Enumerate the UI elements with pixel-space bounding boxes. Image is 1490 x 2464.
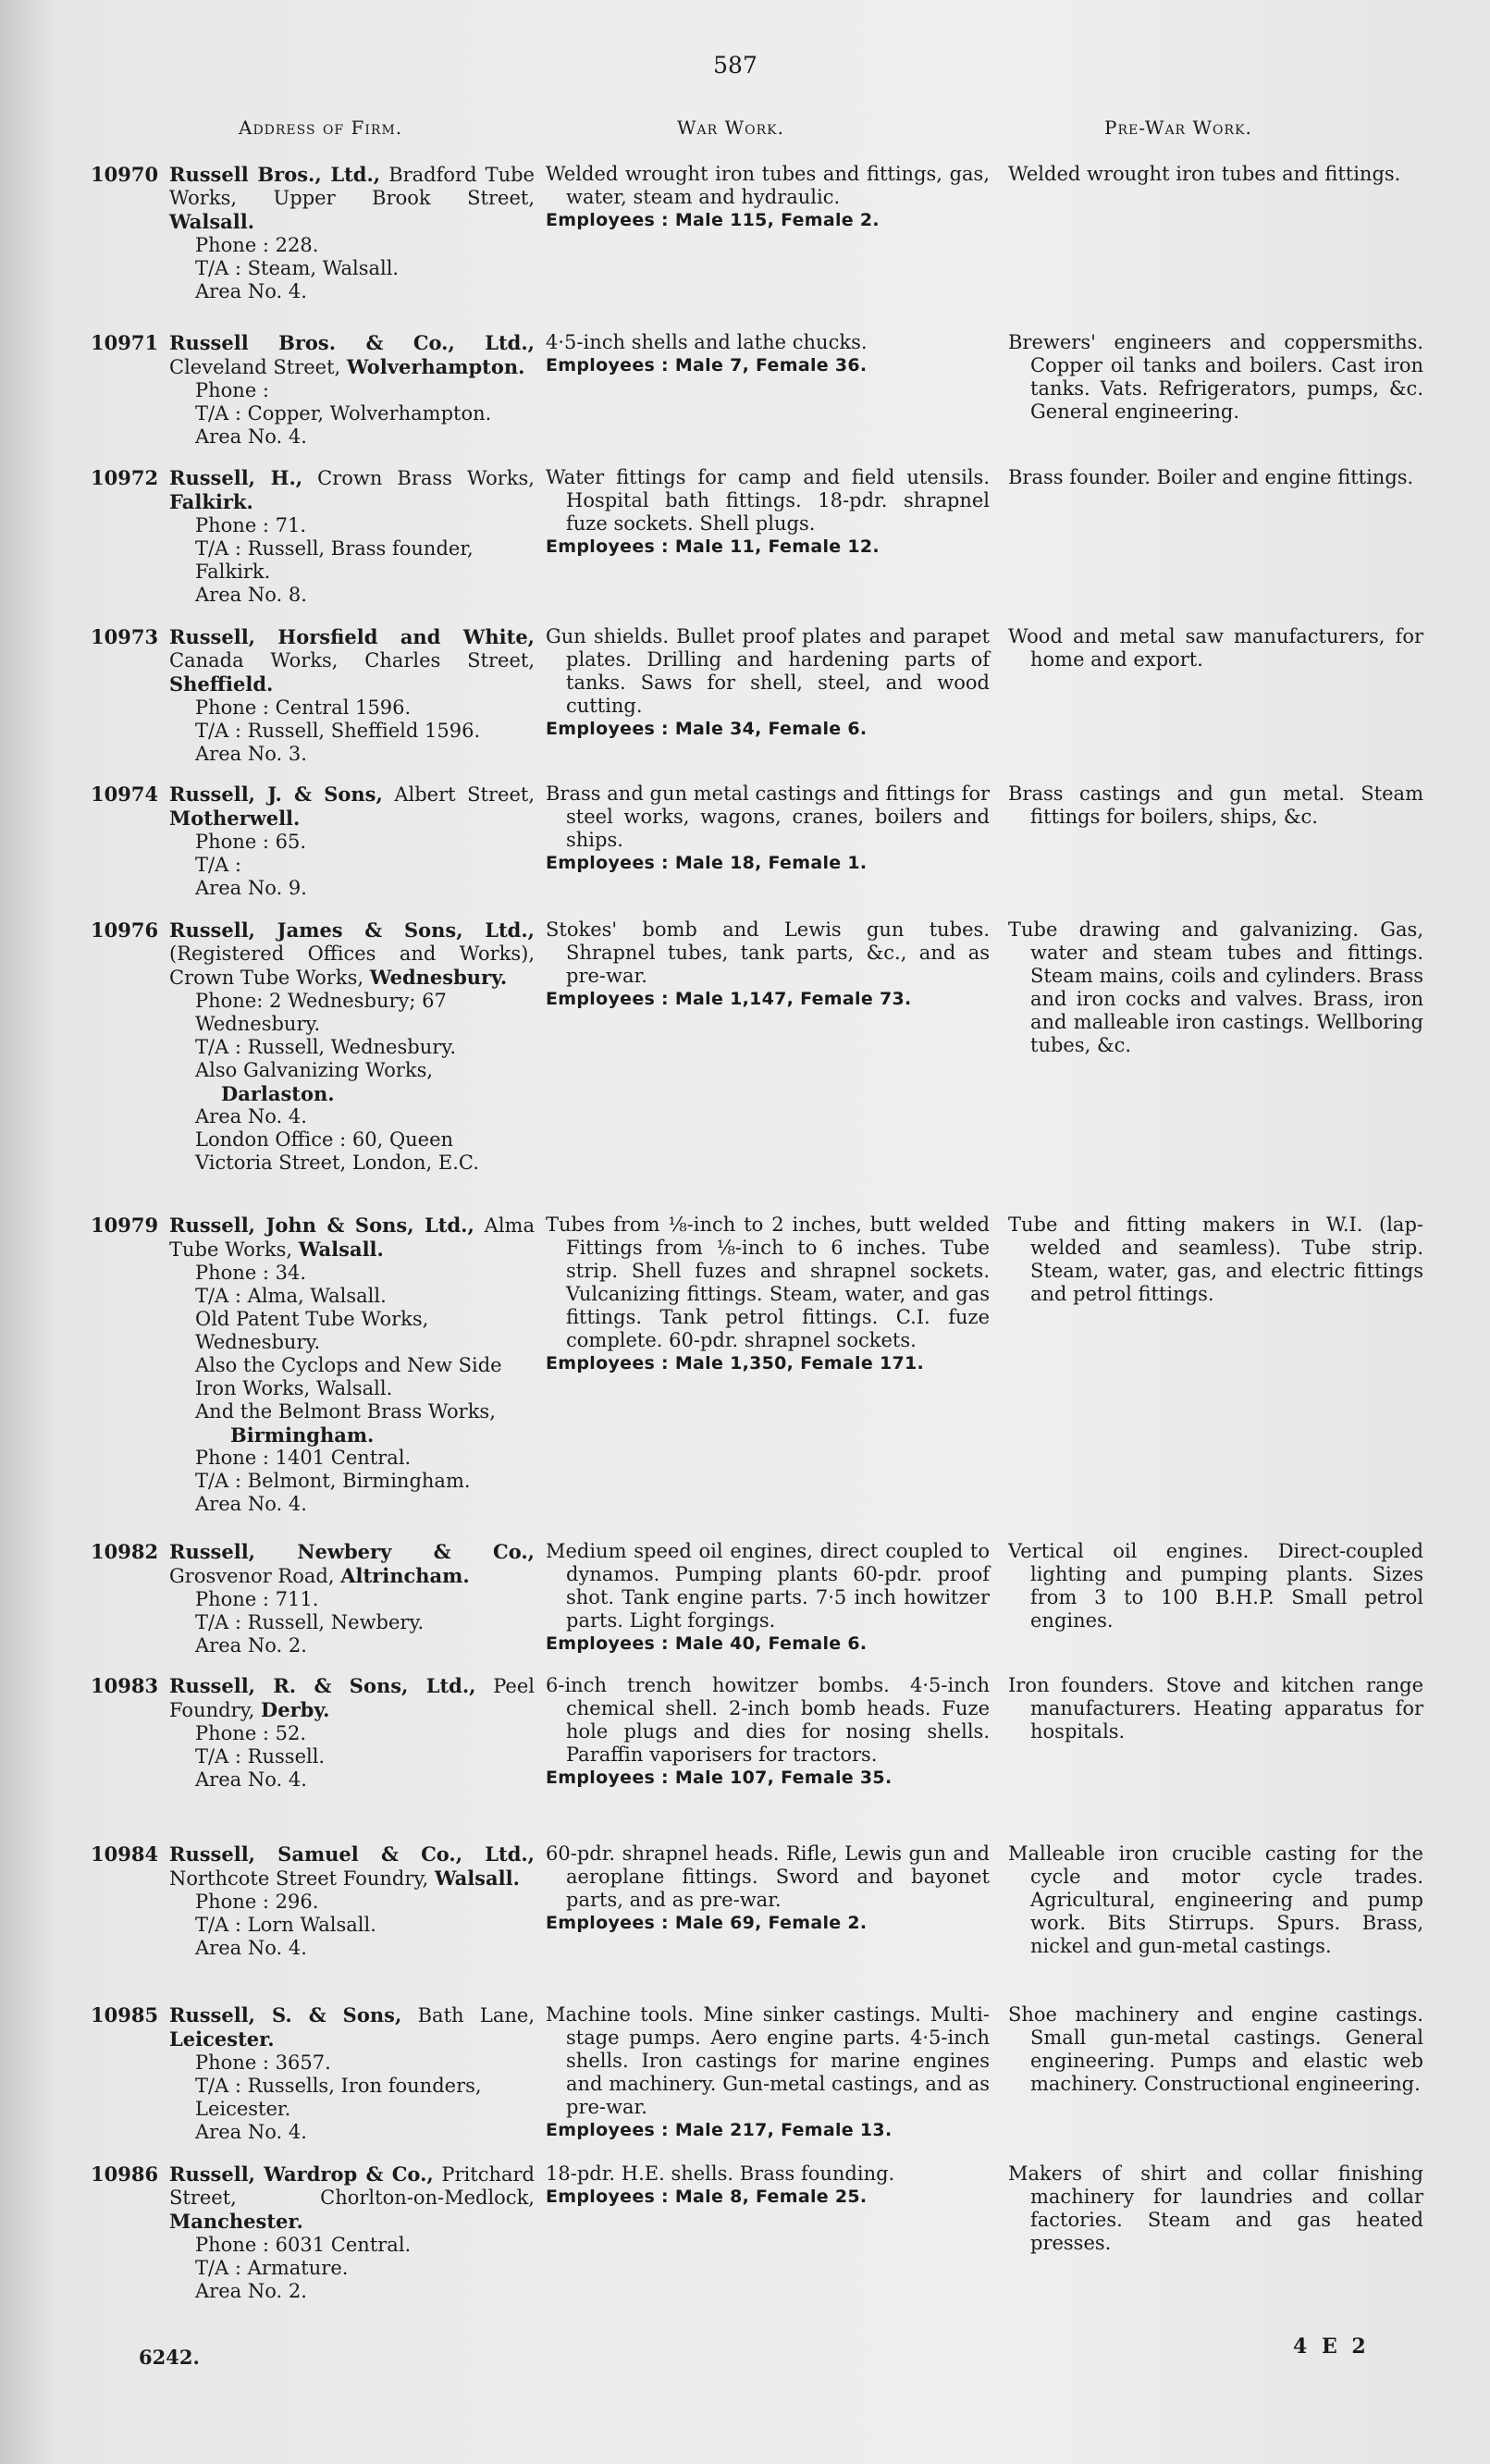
address-line: Area No. 8.	[195, 584, 307, 606]
firm-address-block	[169, 918, 535, 1175]
address-line: T/A : Russell, Newbery.	[195, 1611, 425, 1633]
address-line: Area No. 2.	[195, 1634, 307, 1657]
firm-street: Canada Works, Charles Street,	[169, 649, 535, 671]
pre-war-work-text: Makers of shirt and collar finishing machinery for laundries and collar factories. Steam and gas heated presses.	[1008, 2162, 1423, 2254]
war-work-block	[546, 466, 990, 559]
pre-war-work-text: Malleable iron crucible casting for the cycle and motor cycle trades. Agricultural, engineering and pump work. Bits Stirrups. Spurs. Brass, nickel and gun-metal castings.	[1008, 1842, 1423, 1957]
firm-name: Russell, Newbery & Co.,	[169, 1540, 535, 1563]
address-line: Area No. 9.	[195, 877, 307, 899]
address-line: Old Patent Tube Works, Wednesbury.	[195, 1308, 429, 1353]
entry-number: 10982	[91, 1540, 159, 1563]
firm-city: Wednesbury.	[369, 966, 508, 989]
war-work-block	[546, 2003, 990, 2142]
employees-count: Employees : Male 34, Female 6.	[546, 719, 868, 739]
war-work-column-header: War Work.	[677, 117, 784, 139]
entry-number: 10974	[91, 782, 159, 806]
employees-count: Employees : Male 40, Female 6.	[546, 1633, 868, 1654]
war-work-block	[546, 163, 990, 232]
war-work-block	[546, 1540, 990, 1656]
firm-address-block	[169, 1842, 535, 1960]
firm-address-block	[169, 1540, 535, 1657]
entry-number: 10984	[91, 1842, 159, 1866]
address-column-header: Address of Firm.	[239, 117, 403, 139]
firm-name: Russell, John & Sons, Ltd.,	[169, 1214, 474, 1237]
address-line: T/A : Armature.	[195, 2257, 349, 2279]
war-work-block	[546, 625, 990, 741]
address-line: Phone : 1401 Central.	[195, 1447, 412, 1469]
firm-city: Sheffield.	[169, 672, 274, 696]
war-work-block	[546, 1674, 990, 1790]
firm-street: Cleveland Street,	[169, 356, 341, 378]
address-line: Also Galvanizing Works,	[195, 1059, 434, 1081]
address-line: Phone: 2 Wednesbury; 67 Wednesbury.	[195, 990, 447, 1035]
firm-address-block	[169, 2162, 535, 2303]
address-line: Area No. 4.	[195, 1493, 307, 1515]
address-line: Area No. 4.	[195, 280, 307, 302]
pre-war-work-text: Iron founders. Stove and kitchen range manufacturers. Heating apparatus for hospitals.	[1008, 1674, 1423, 1743]
war-work-text: 6-inch trench howitzer bombs. 4·5-inch chemical shell. 2-inch bomb heads. Fuze hole plugs and dies for nosing shells. Paraffin vaporisers for tractors.	[546, 1674, 990, 1766]
address-line: Area No. 4.	[195, 1937, 307, 1959]
firm-street: Northcote Street Foundry,	[169, 1867, 429, 1890]
address-line: London Office : 60, Queen Victoria Street, London, E.C.	[195, 1128, 479, 1174]
address-line: Area No. 4.	[195, 425, 307, 448]
firm-address-block	[169, 163, 535, 303]
pre-war-work-column-header: Pre-War Work.	[1104, 117, 1252, 139]
war-work-block	[546, 1214, 990, 1375]
firm-address-block	[169, 625, 535, 766]
address-line: Phone : 6031 Central.	[195, 2234, 412, 2256]
address-line: T/A : Belmont, Birmingham.	[195, 1470, 471, 1492]
war-work-block	[546, 1842, 990, 1935]
war-work-block	[546, 918, 990, 1011]
address-line: T/A : Russell, Sheffield 1596.	[195, 720, 481, 742]
firm-name: Russell, R. & Sons, Ltd.,	[169, 1674, 476, 1697]
address-line: Area No. 4.	[195, 2121, 307, 2143]
entry-number: 10973	[91, 625, 159, 648]
firm-name: Russell, Wardrop & Co.,	[169, 2162, 434, 2186]
entry-number: 10986	[91, 2162, 159, 2186]
war-work-text: 18-pdr. H.E. shells. Brass founding.	[546, 2162, 895, 2185]
address-line: Phone : 34.	[195, 1262, 307, 1284]
firm-address-block	[169, 331, 535, 449]
address-line: Darlaston.	[221, 1082, 335, 1105]
pre-war-work-text: Welded wrought iron tubes and fittings.	[1008, 163, 1401, 185]
printer-number: 6242.	[139, 2346, 200, 2369]
firm-name: Russell, Horsfield and White,	[169, 625, 535, 648]
firm-address-block	[169, 1674, 535, 1792]
firm-address-block	[169, 1214, 535, 1516]
firm-street: Grosvenor Road,	[169, 1565, 335, 1587]
war-work-text: Water fittings for camp and field utensils. Hospital bath fittings. 18-pdr. shrapnel fuze sockets. Shell plugs.	[546, 466, 990, 535]
entry-number: 10979	[91, 1214, 159, 1237]
address-line: And the Belmont Brass Works,	[195, 1400, 496, 1423]
firm-city: Derby.	[261, 1698, 330, 1721]
war-work-text: 60-pdr. shrapnel heads. Rifle, Lewis gun and aeroplane fittings. Sword and bayonet parts, and as pre-war.	[546, 1842, 990, 1911]
firm-city: Walsall.	[298, 1238, 384, 1261]
employees-count: Employees : Male 7, Female 36.	[546, 355, 868, 376]
war-work-text: Machine tools. Mine sinker castings. Multi-stage pumps. Aero engine parts. 4·5-inch shells. Iron castings for marine engines and machinery. Gun-metal castings, and as pre-war.	[546, 2003, 990, 2118]
entry-number: 10972	[91, 466, 159, 489]
employees-count: Employees : Male 18, Female 1.	[546, 853, 868, 873]
firm-street: Pritchard Street, Chorlton-on-Medlock,	[169, 2163, 535, 2209]
address-line: T/A : Russells, Iron founders, Leicester.	[195, 2075, 482, 2120]
employees-count: Employees : Male 1,147, Female 73.	[546, 989, 912, 1009]
pre-war-work-text: Wood and metal saw manufacturers, for home and export.	[1008, 625, 1423, 671]
pre-war-work-text: Tube and fitting makers in W.I. (lap-welded and seamless). Tube strip. Steam, water, gas, and electric fittings and petrol fittings.	[1008, 1214, 1423, 1305]
firm-city: Walsall.	[169, 210, 255, 233]
war-work-text: 4·5-inch shells and lathe chucks.	[546, 331, 868, 353]
pre-war-work-text: Brewers' engineers and coppersmiths. Copper oil tanks and boilers. Cast iron tanks. Vats. Refrigerators, pumps, &c. General engineering.	[1008, 331, 1423, 423]
employees-count: Employees : Male 69, Female 2.	[546, 1913, 868, 1933]
firm-street: Alma Tube Works,	[169, 1214, 535, 1261]
firm-name: Russell Bros. & Co., Ltd.,	[169, 331, 535, 354]
address-line: T/A : Steam, Walsall.	[195, 257, 400, 279]
firm-name: Russell Bros., Ltd.,	[169, 163, 381, 186]
address-line: T/A : Copper, Wolverhampton.	[195, 402, 492, 425]
employees-count: Employees : Male 11, Female 12.	[546, 536, 880, 557]
war-work-text: Tubes from ⅛-inch to 2 inches, butt welded Fittings from ⅛-inch to 6 inches. Tube strip. Shell fuzes and shrapnel sockets. Vulcanizing fittings. Steam, water, and gas fittings. Tank petrol fittings. C.I. fuze complete. 60-pdr. shrapnel sockets.	[546, 1214, 990, 1351]
employees-count: Employees : Male 115, Female 2.	[546, 210, 880, 230]
firm-address-block	[169, 782, 535, 900]
address-line: Phone : 65.	[195, 831, 307, 853]
address-line: Phone : 71.	[195, 514, 307, 536]
firm-address-block	[169, 466, 535, 607]
pre-war-work-text: Brass castings and gun metal. Steam fittings for boilers, ships, &c.	[1008, 782, 1423, 828]
firm-name: Russell, James & Sons, Ltd.,	[169, 918, 535, 942]
firm-street: Crown Brass Works,	[317, 467, 535, 489]
address-line: Phone : 3657.	[195, 2051, 331, 2074]
war-work-text: Gun shields. Bullet proof plates and parapet plates. Drilling and hardening parts of tanks. Saws for shell, steel, and wood cutting.	[546, 625, 990, 717]
firm-city: Manchester.	[169, 2210, 303, 2233]
employees-count: Employees : Male 1,350, Female 171.	[546, 1353, 925, 1374]
firm-city: Altrincham.	[340, 1564, 470, 1587]
entry-number: 10976	[91, 918, 159, 942]
entry-number: 10985	[91, 2003, 159, 2027]
address-line: T/A :	[195, 854, 241, 876]
war-work-block	[546, 331, 990, 377]
firm-street: Peel Foundry,	[169, 1675, 535, 1721]
war-work-text: Stokes' bomb and Lewis gun tubes. Shrapnel tubes, tank parts, &c., and as pre-war.	[546, 918, 990, 987]
address-line: T/A : Russell, Brass founder, Falkirk.	[195, 537, 474, 583]
firm-street: (Registered Offices and Works), Crown Tube Works,	[169, 942, 535, 989]
pre-war-work-text: Shoe machinery and engine castings. Small gun-metal castings. General engineering. Pumps and elastic web machinery. Constructional engineering.	[1008, 2003, 1423, 2095]
employees-count: Employees : Male 217, Female 13.	[546, 2120, 893, 2140]
signature-mark: 4 E 2	[1293, 2335, 1370, 2359]
firm-name: Russell, J. & Sons,	[169, 782, 383, 806]
address-line: Phone : 228.	[195, 234, 319, 256]
entry-number: 10970	[91, 163, 159, 186]
firm-street: Bradford Tube Works, Upper Brook Street,	[169, 164, 535, 209]
firm-name: Russell, H.,	[169, 466, 303, 489]
war-work-text: Brass and gun metal castings and fittings for steel works, wagons, cranes, boilers and ships.	[546, 782, 990, 851]
war-work-block	[546, 782, 990, 875]
address-line: T/A : Russell, Wednesbury.	[195, 1036, 457, 1058]
page-number: 587	[713, 52, 757, 79]
war-work-text: Welded wrought iron tubes and fittings, gas, water, steam and hydraulic.	[546, 163, 990, 208]
address-line: Area No. 3.	[195, 743, 307, 765]
firm-city: Falkirk.	[169, 490, 253, 513]
firm-name: Russell, Samuel & Co., Ltd.,	[169, 1842, 535, 1866]
firm-city: Motherwell.	[169, 807, 301, 830]
address-line: T/A : Alma, Walsall.	[195, 1285, 387, 1307]
address-line: Phone : 711.	[195, 1588, 319, 1610]
address-line: Phone : Central 1596.	[195, 696, 412, 719]
firm-city: Wolverhampton.	[346, 355, 525, 378]
war-work-block	[546, 2162, 990, 2209]
entry-number: 10971	[91, 331, 159, 354]
pre-war-work-text: Vertical oil engines. Direct-coupled lighting and pumping plants. Sizes from 3 to 100 B.H.P. Small petrol engines.	[1008, 1540, 1423, 1632]
firm-name: Russell, S. & Sons,	[169, 2003, 402, 2027]
employees-count: Employees : Male 8, Female 25.	[546, 2187, 868, 2207]
entry-number: 10983	[91, 1674, 159, 1697]
address-line: Phone : 296.	[195, 1891, 319, 1913]
firm-street: Albert Street,	[394, 783, 535, 806]
address-line: T/A : Lorn Walsall.	[195, 1914, 376, 1936]
employees-count: Employees : Male 107, Female 35.	[546, 1768, 893, 1788]
pre-war-work-text: Brass founder. Boiler and engine fittings.	[1008, 466, 1414, 488]
war-work-text: Medium speed oil engines, direct coupled to dynamos. Pumping plants 60-pdr. proof shot. Tank engine parts. 7·5 inch howitzer parts. Light forgings.	[546, 1540, 990, 1632]
pre-war-work-text: Tube drawing and galvanizing. Gas, water and steam tubes and fittings. Steam mains, coils and cylinders. Brass and iron cocks and valves. Brass, iron and malleable iron castings. Wellboring tubes, &c.	[1008, 918, 1423, 1056]
firm-street: Bath Lane,	[417, 2004, 535, 2027]
address-line: Phone : 52.	[195, 1722, 307, 1744]
address-line: Area No. 2.	[195, 2280, 307, 2302]
address-line: Phone :	[195, 379, 270, 401]
firm-address-block	[169, 2003, 535, 2144]
address-line: Birmingham.	[230, 1423, 375, 1447]
firm-city: Walsall.	[434, 1866, 520, 1890]
address-line: T/A : Russell.	[195, 1745, 326, 1768]
firm-city: Leicester.	[169, 2027, 275, 2051]
address-line: Area No. 4.	[195, 1105, 307, 1127]
address-line: Area No. 4.	[195, 1768, 307, 1791]
address-line: Also the Cyclops and New Side Iron Works, Walsall.	[195, 1354, 502, 1399]
